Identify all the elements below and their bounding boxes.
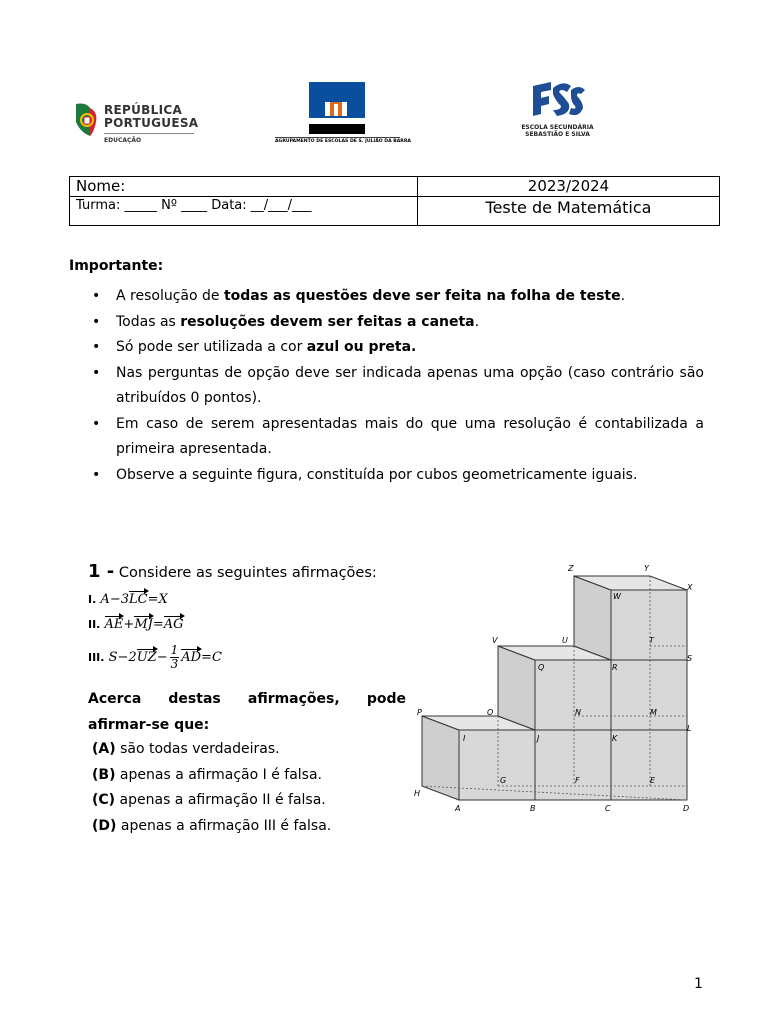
rp-line2: PORTUGUESA [104, 116, 199, 130]
label-h: H [414, 789, 421, 798]
list-item: • Todas as resoluções devem ser feitas a caneta. [92, 310, 704, 336]
option-a[interactable]: (A) são todas verdadeiras. [92, 741, 280, 757]
option-d[interactable]: (D) apenas a afirmação III é falsa. [92, 817, 332, 834]
label-n: N [575, 708, 581, 717]
question-lead: Acerca destas afirmações, pode afirmar-se que: [88, 691, 406, 733]
agrupamento-caption: AGRUPAMENTO DE ESCOLAS DE S. JULIÃO DA BARRA [275, 139, 411, 144]
label-i: I [463, 734, 466, 743]
flag-emblem-icon [72, 102, 100, 138]
label-o: O [487, 708, 494, 717]
label-k: K [612, 734, 618, 743]
agrupamento-logo [275, 80, 411, 148]
escola-line1: ESCOLA SECUNDÁRIA [521, 124, 594, 131]
test-title: Teste de Matemática [418, 197, 720, 226]
label-s: S [687, 654, 693, 663]
label-b: B [530, 804, 536, 813]
label-p: P [417, 708, 422, 717]
option-c[interactable]: (C) apenas a afirmação II é falsa. [92, 792, 326, 808]
escola-line2: SEBASTIÃO E SILVA [525, 131, 590, 138]
label-l: L [687, 724, 692, 733]
list-item: • Em caso de serem apresentadas mais do que uma resolução é contabilizada a primeira apresentada. [92, 412, 704, 463]
label-x: X [687, 583, 693, 592]
label-d: D [683, 804, 690, 813]
page-number: 1 [694, 976, 703, 992]
label-q: Q [538, 663, 545, 672]
nome-field[interactable] [70, 177, 418, 197]
label-a: A [455, 804, 461, 813]
label-u: U [562, 636, 568, 645]
label-v: V [492, 636, 498, 645]
statement-1: I. A−3LC=X [88, 592, 168, 607]
rp-line1: REPÚBLICA [104, 103, 183, 117]
label-f: F [575, 776, 580, 785]
label-j: J [537, 734, 540, 743]
label-y: Y [644, 564, 649, 573]
turma-data-field[interactable]: Turma: _____ Nº ____ Data: __/___/___ [70, 197, 418, 226]
nome-label: Nome: [76, 177, 126, 195]
list-item: • Só pode ser utilizada a cor azul ou preta. [92, 335, 704, 361]
instructions-list [92, 284, 704, 488]
answer-options [92, 737, 331, 839]
label-m: M [650, 708, 657, 717]
rp-line3: EDUCAÇÃO [104, 137, 142, 144]
question-1-heading [88, 561, 377, 582]
label-g: G [500, 776, 507, 785]
list-item: • Nas perguntas de opção deve ser indicada apenas uma opção (caso contrário são atribuídos 0 pontos). [92, 361, 704, 412]
cubes-figure [405, 560, 695, 820]
instructions-title: Importante: [69, 258, 164, 274]
statement-3: III. S−2UZ− $\frac{1}{3}$ AD=C [88, 643, 222, 671]
escola-secundaria-logo [515, 80, 600, 146]
agrupamento-emblem-icon [275, 80, 411, 148]
label-c: C [605, 804, 611, 813]
label-z: Z [568, 564, 574, 573]
list-item: • A resolução de todas as questões deve ser feita na folha de teste. [92, 284, 704, 310]
label-t: T [649, 636, 654, 645]
label-w: W [613, 592, 621, 601]
question-prompt: Considere as seguintes afirmações: [118, 565, 377, 581]
republica-portuguesa-logo [72, 100, 197, 148]
statement-2: II. AE+MJ=AG [88, 617, 184, 632]
escola-emblem-icon [527, 80, 587, 122]
option-b[interactable]: (B) apenas a afirmação I é falsa. [92, 766, 323, 783]
label-e: E [650, 776, 656, 785]
student-info-table [69, 176, 720, 226]
list-item: • Observe a seguinte figura, constituída por cubos geometricamente iguais. [92, 463, 704, 489]
school-year: 2023/2024 [418, 177, 720, 197]
label-r: R [612, 663, 618, 672]
question-number: 1 - [88, 561, 115, 582]
